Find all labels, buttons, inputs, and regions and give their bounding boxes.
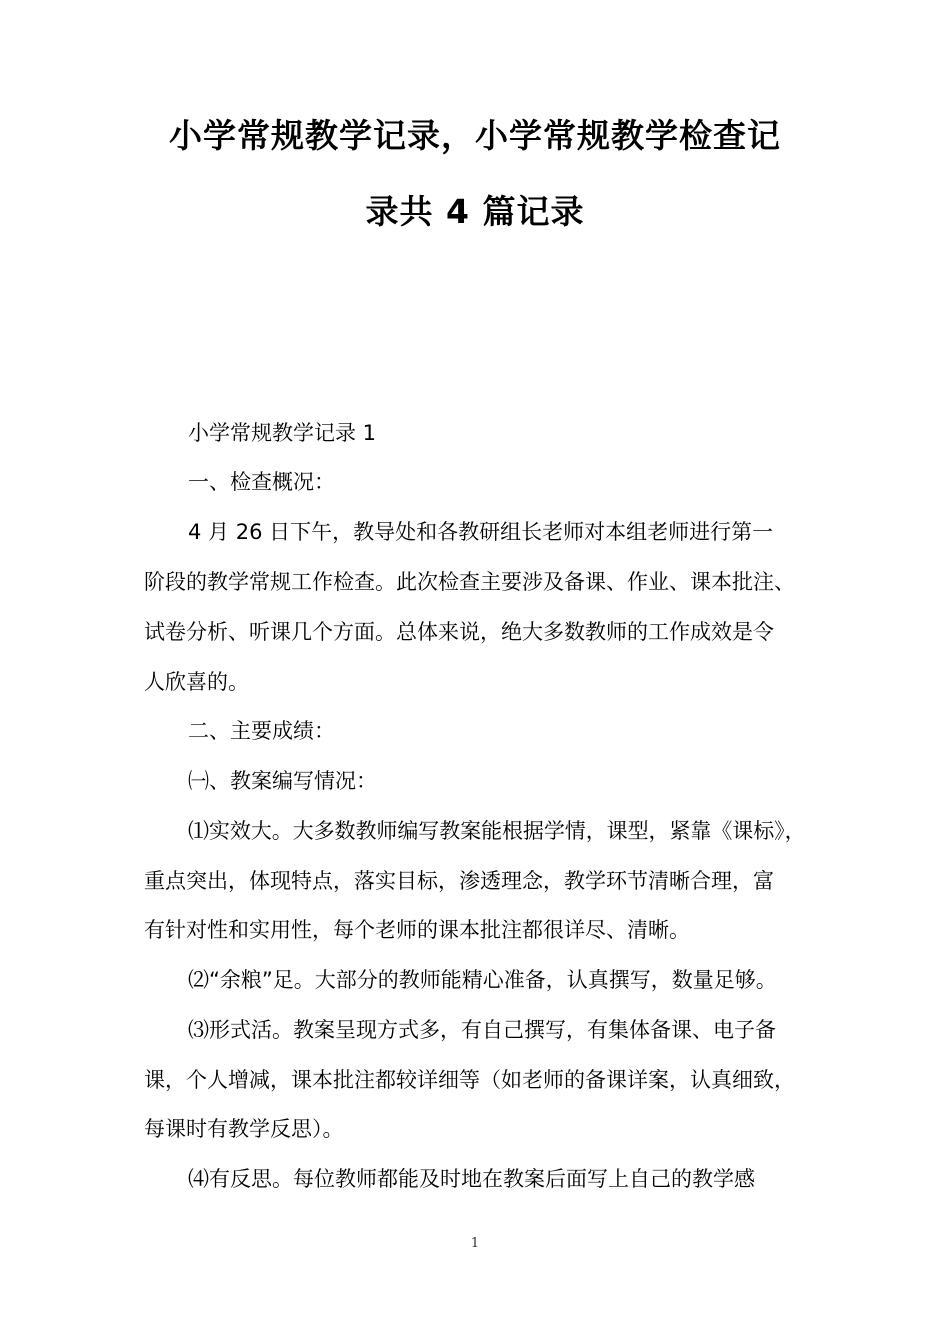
subheading-lesson-plans: ㈠、教案编写情况： [188,769,377,793]
paragraph-line: ⑵“余粮”足。大部分的教师能精心准备，认真撰写，数量足够。 [188,968,777,992]
paragraph-line: 阶段的教学常规工作检查。此次检查主要涉及备课、作业、课本批注、 [144,570,795,594]
subheading-achievements: 二、主要成绩： [188,719,335,743]
paragraph-line: 课，个人增减，课本批注都较详细等（如老师的备课详案，认真细致， [144,1068,795,1092]
page-number: 1 [470,1236,480,1251]
section-heading: 小学常规教学记录 1 [188,421,377,445]
subheading-overview: 一、检查概况： [188,470,335,494]
paragraph-line: ⑶形式活。教案呈现方式多，有自己撰写，有集体备课、电子备 [188,1018,776,1042]
paragraph-line: ⑷有反思。每位教师都能及时地在教案后面写上自己的教学感 [188,1167,755,1191]
paragraph-line: ⑴实效大。大多数教师编写教案能根据学情，课型，紧靠《课标》， [188,819,806,843]
paragraph-line: 重点突出，体现特点，落实目标，渗透理念，教学环节清晰合理，富 [144,869,774,893]
paragraph-line: 4 月 26 日下午，教导处和各教研组长老师对本组老师进行第一 [188,520,774,544]
document-title-line-1: 小学常规教学记录，小学常规教学检查记 [169,116,781,155]
paragraph-line: 试卷分析、听课几个方面。总体来说，绝大多数教师的工作成效是令 [144,620,774,644]
paragraph-line: 有针对性和实用性，每个老师的课本批注都很详尽、清晰。 [144,918,690,942]
document-title-line-2: 录共 4 篇记录 [365,192,585,231]
paragraph-line: 每课时有教学反思）。 [144,1117,344,1141]
paragraph-line: 人欣喜的。 [144,670,249,694]
